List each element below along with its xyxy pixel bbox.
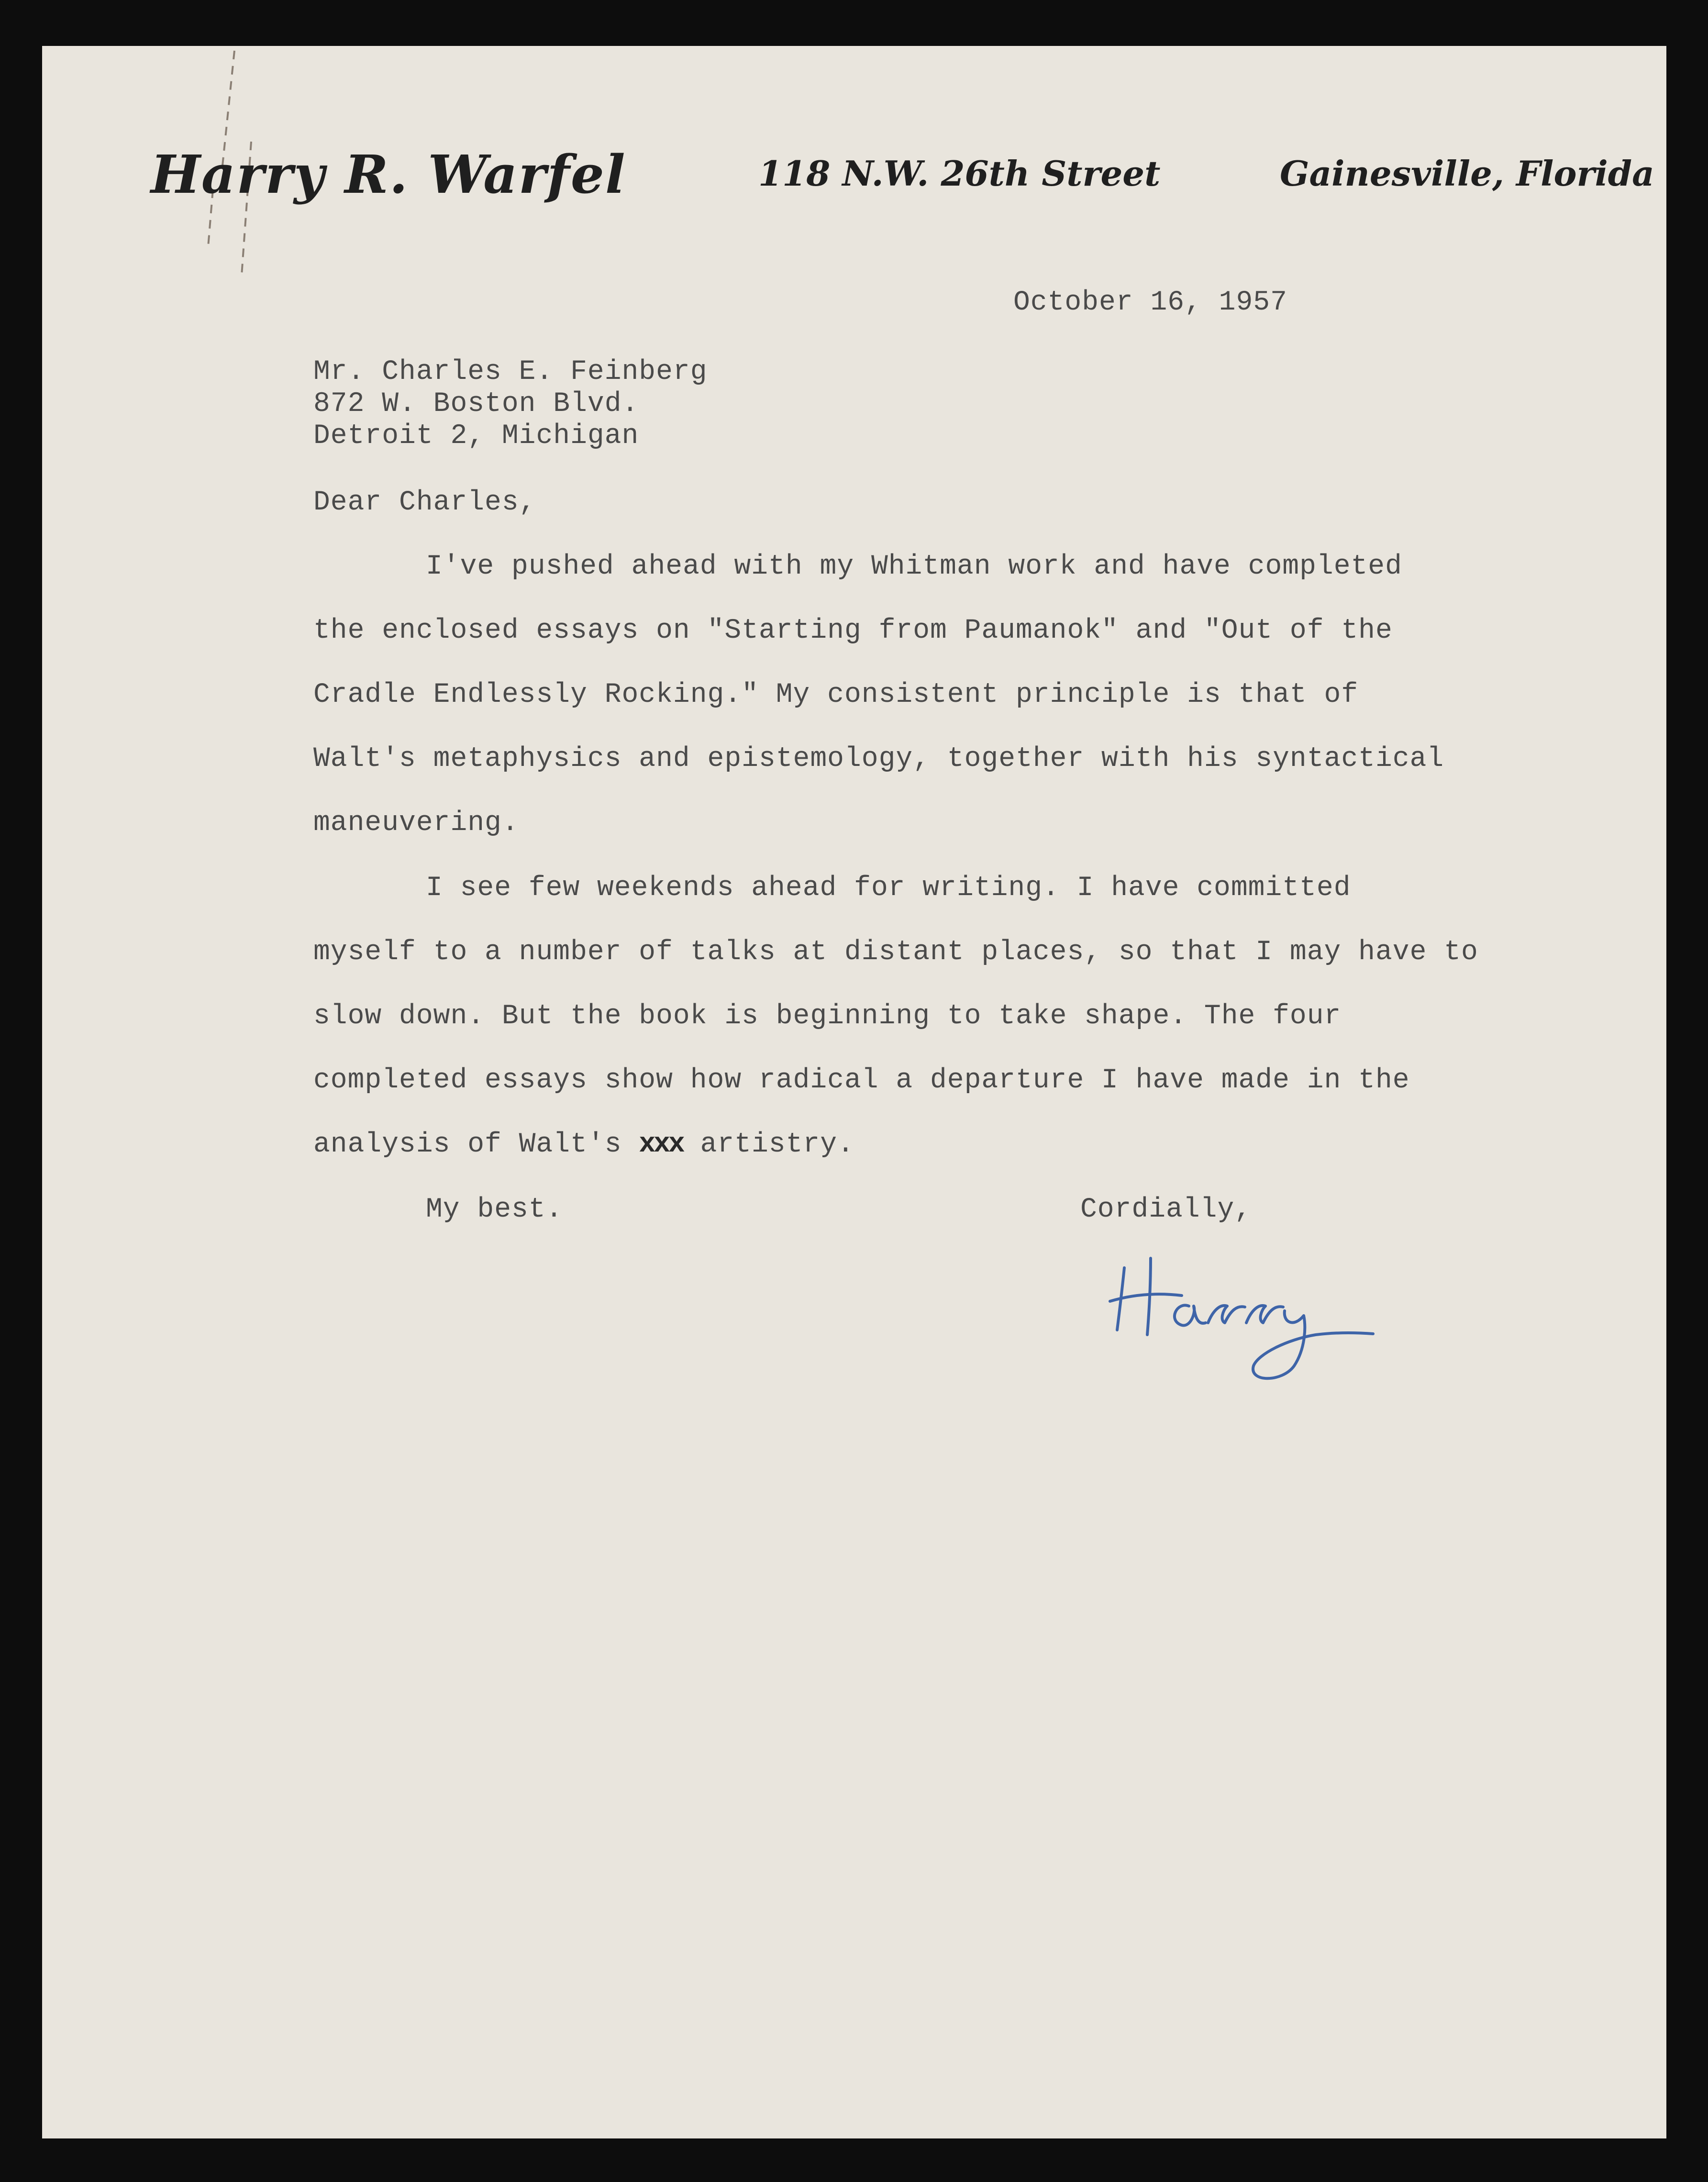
body-text: artistry. (700, 1129, 854, 1160)
body-text: analysis of Walt's (313, 1129, 622, 1160)
body-line: the enclosed essays on "Starting from Paumanok" and "Out of the (313, 615, 1393, 646)
closing-left: My best. (426, 1194, 563, 1225)
letterhead-city: Gainesville, Florida (1280, 153, 1654, 194)
body-line: completed essays show how radical a departure I have made in the (313, 1065, 1410, 1096)
letter-date: October 16, 1957 (1013, 287, 1287, 318)
recipient-street: 872 W. Boston Blvd. (313, 388, 639, 420)
body-line: myself to a number of talks at distant places, so that I may have to (313, 937, 1478, 968)
closing-right: Cordially, (1080, 1194, 1252, 1225)
letterhead-address: 118 N.W. 26th Street (758, 153, 1161, 194)
letterhead-name: Harry R. Warfel (151, 144, 626, 205)
body-line-last (313, 1129, 854, 1160)
handwritten-signature (1105, 1239, 1387, 1383)
body-line: Walt's metaphysics and epistemology, together with his syntactical (313, 743, 1444, 775)
struck-text: xxx (639, 1129, 683, 1160)
body-line: I see few weekends ahead for writing. I have committed (426, 873, 1351, 904)
recipient-name: Mr. Charles E. Feinberg (313, 356, 708, 388)
body-line: Cradle Endlessly Rocking." My consistent principle is that of (313, 679, 1359, 710)
body-line: maneuvering. (313, 808, 519, 839)
body-line: slow down. But the book is beginning to take shape. The four (313, 1001, 1342, 1032)
salutation: Dear Charles, (313, 487, 536, 518)
recipient-city: Detroit 2, Michigan (313, 421, 639, 452)
body-line: I've pushed ahead with my Whitman work and have completed (426, 551, 1402, 582)
